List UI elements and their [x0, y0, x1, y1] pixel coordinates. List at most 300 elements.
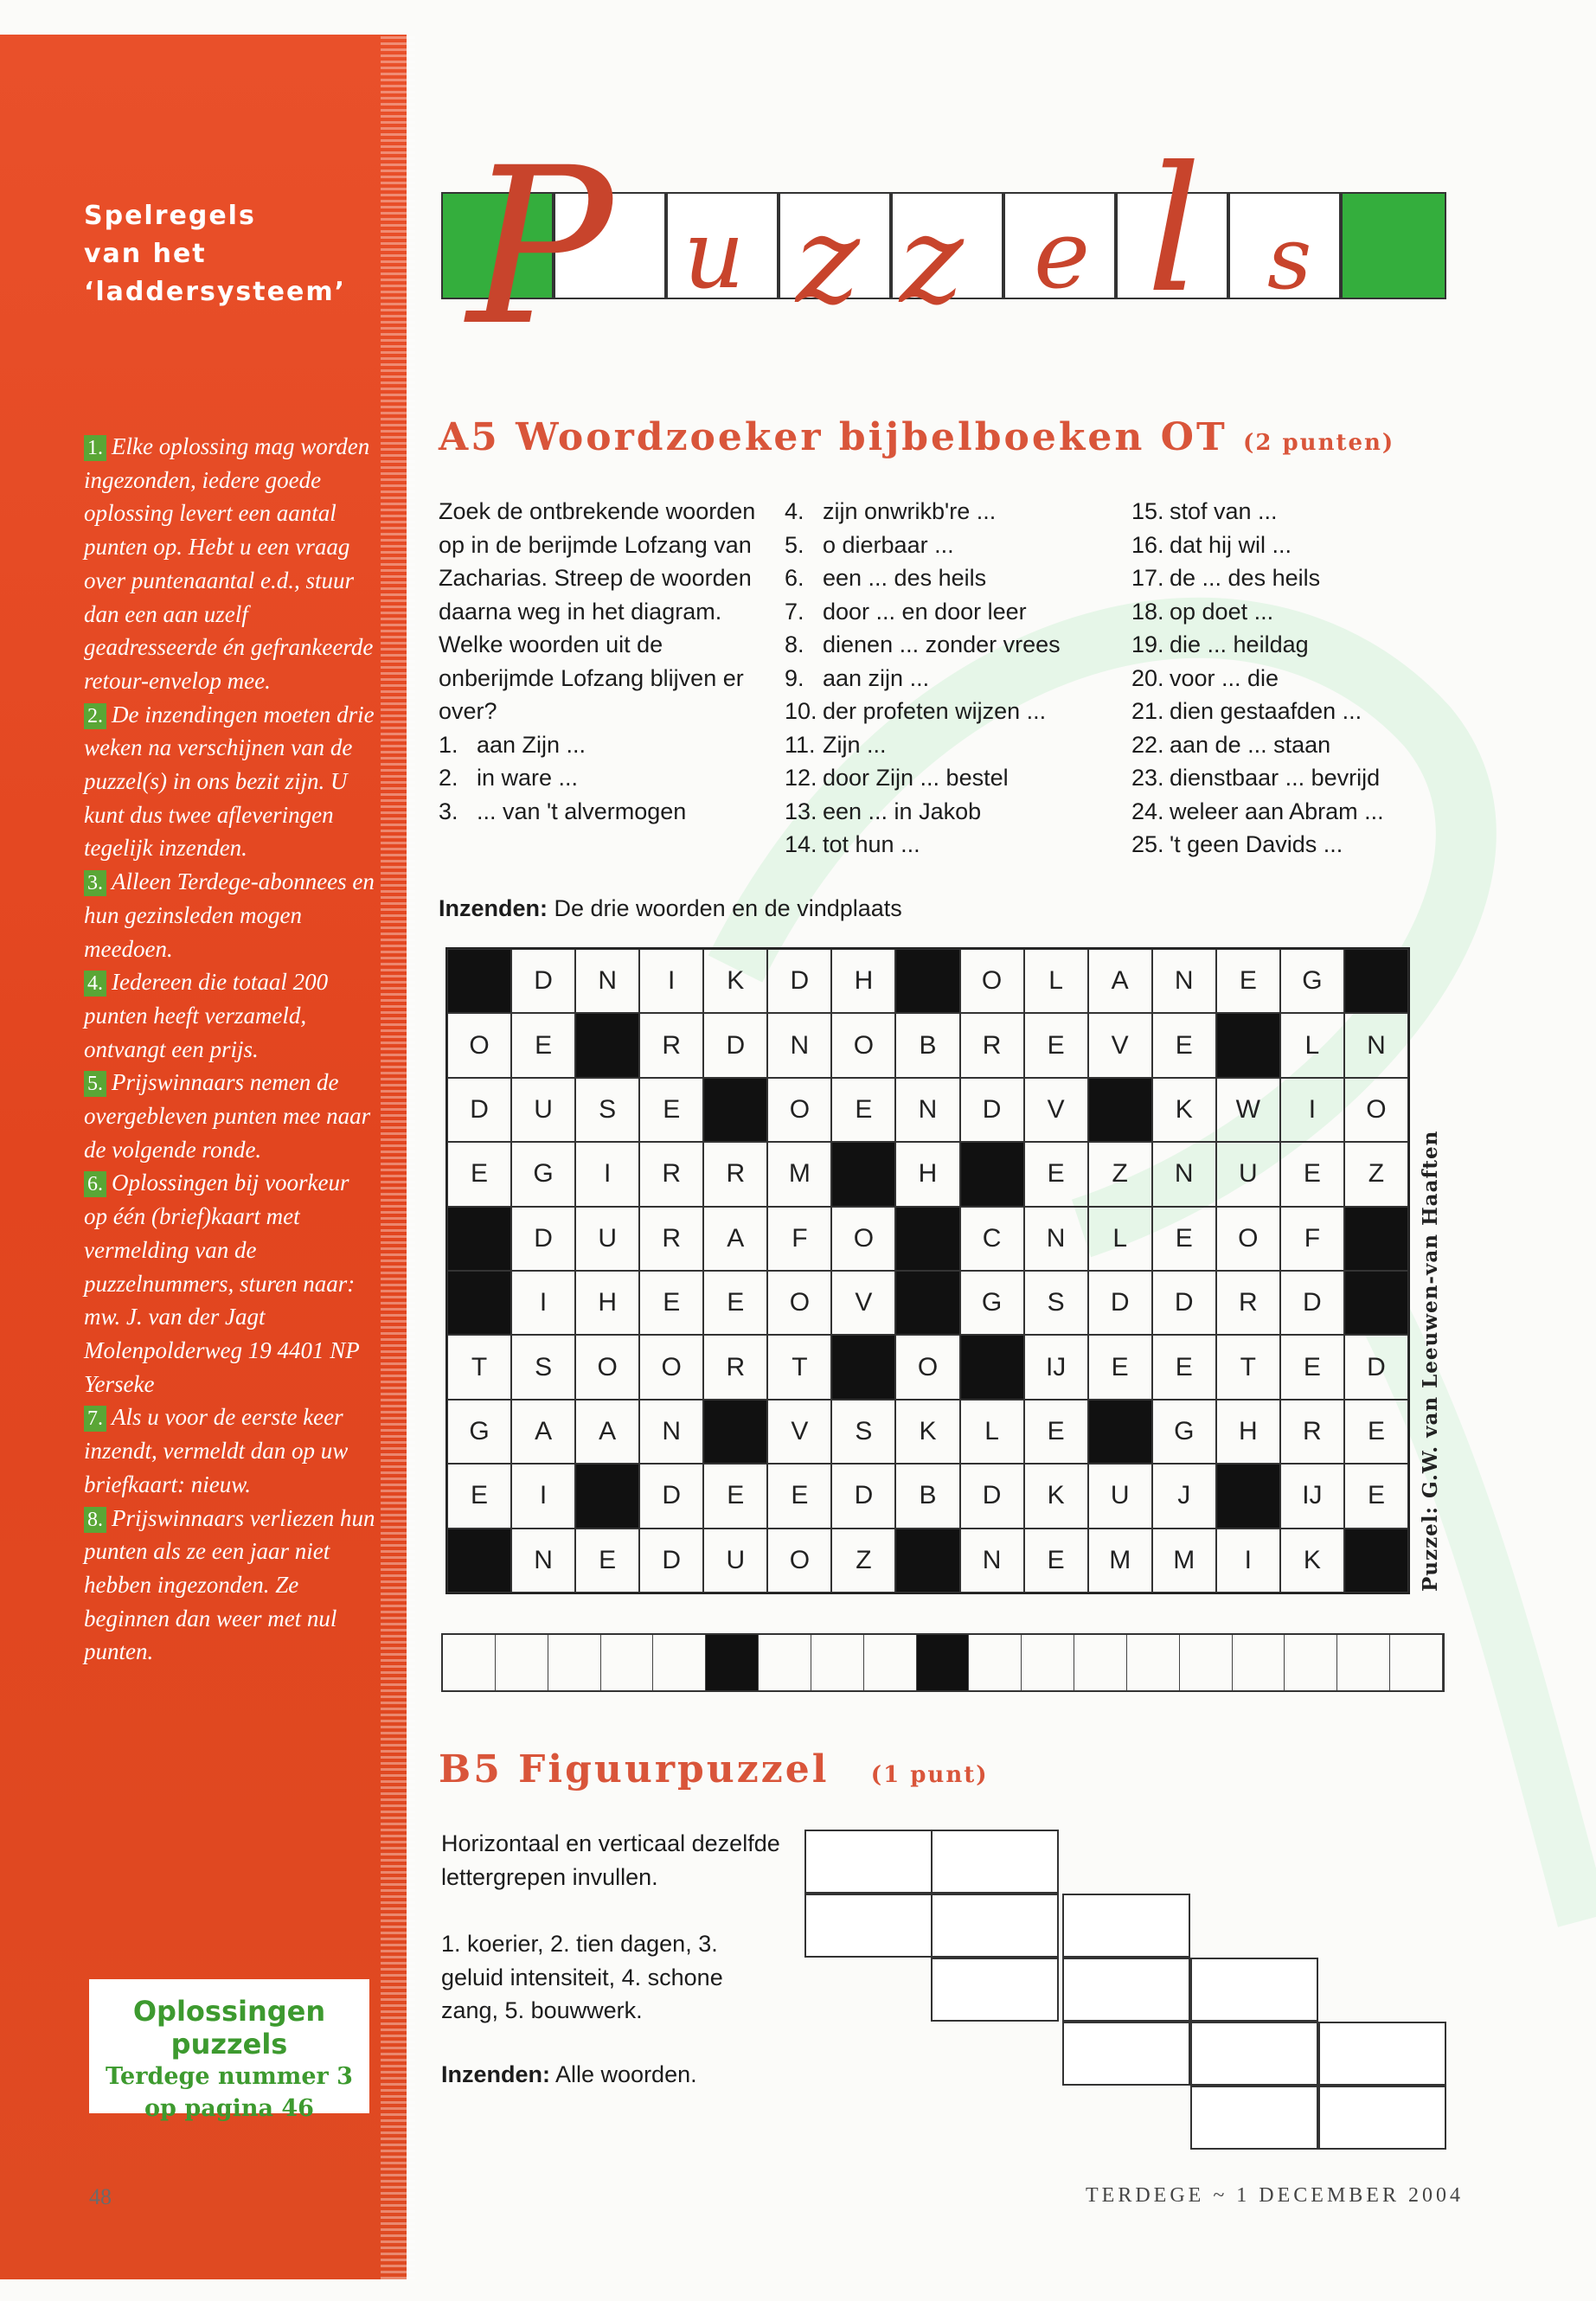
puzzle-credit: Puzzel: G.W. van Leeuwen-van Haaften	[1419, 1130, 1442, 1592]
grid-letter-cell: R	[639, 1013, 703, 1077]
answer-cell[interactable]	[864, 1635, 917, 1690]
clue-item	[785, 595, 1061, 629]
grid-letter-cell: U	[511, 1078, 575, 1142]
solutions-page: op pagina 46	[144, 2095, 314, 2122]
clue-item	[785, 529, 1061, 562]
rule-text: Als u voor de eerste keer inzendt, vermeldt dan op uw briefkaart: nieuw.	[84, 1404, 349, 1497]
grid-letter-cell: E	[767, 1464, 831, 1528]
grid-letter-cell: E	[831, 1078, 895, 1142]
rule-item	[84, 698, 378, 866]
figure-cell[interactable]	[1190, 2086, 1318, 2150]
clue-number: 18.	[1131, 598, 1164, 625]
grid-letter-cell: D	[1280, 1271, 1344, 1335]
grid-letter-cell: E	[1280, 1142, 1344, 1206]
grid-letter-cell: E	[1216, 949, 1280, 1013]
b5-title: Figuurpuzzel	[518, 1747, 830, 1791]
b5-clues: 1. koerier, 2. tien dagen, 3. geluid intensiteit, 4. schone zang, 5. bouwwerk.	[441, 1931, 723, 2023]
grid-letter-cell: M	[1088, 1529, 1152, 1593]
grid-black-cell	[447, 1529, 511, 1593]
clue-text: dien gestaafden ...	[1170, 698, 1362, 724]
grid-letter-cell: N	[1152, 949, 1216, 1013]
solutions-issue: Terdege nummer 3	[106, 2063, 353, 2090]
rule-number: 5.	[84, 1071, 106, 1097]
a5-clues-col2	[785, 495, 1061, 862]
header-letter: P	[467, 121, 613, 373]
grid-black-cell	[895, 1207, 959, 1271]
clue-text: op doet ...	[1170, 598, 1274, 625]
clue-item	[785, 795, 1061, 829]
grid-letter-cell: K	[1024, 1464, 1088, 1528]
grid-letter-cell: J	[1152, 1464, 1216, 1528]
figure-cell[interactable]	[931, 1958, 1059, 2022]
grid-letter-cell: U	[575, 1207, 639, 1271]
grid-letter-cell: T	[447, 1335, 511, 1399]
page-number: 48	[89, 2184, 112, 2209]
a5-code: A5	[439, 415, 500, 459]
grid-black-cell	[960, 1142, 1024, 1206]
grid-letter-cell: O	[767, 1078, 831, 1142]
grid-letter-cell: D	[767, 949, 831, 1013]
answer-cell[interactable]	[969, 1635, 1022, 1690]
grid-letter-cell: A	[511, 1400, 575, 1464]
clue-number: 5.	[785, 531, 804, 558]
grid-letter-cell: S	[831, 1400, 895, 1464]
clue-number: 17.	[1131, 565, 1164, 591]
footer-issue: TERDEGE ~ 1 DECEMBER 2004	[1086, 2184, 1464, 2207]
clue-item	[439, 728, 767, 762]
grid-letter-cell: G	[1152, 1400, 1216, 1464]
grid-letter-cell: E	[703, 1271, 767, 1335]
grid-letter-cell: D	[1344, 1335, 1408, 1399]
rule-text: Prijswinnaars nemen de overgebleven punten mee naar de volgende ronde.	[84, 1069, 371, 1163]
grid-letter-cell: E	[1152, 1013, 1216, 1077]
b5-submit-text: Alle woorden.	[555, 2061, 697, 2087]
grid-letter-cell: O	[1344, 1078, 1408, 1142]
grid-letter-cell: V	[1024, 1078, 1088, 1142]
grid-letter-cell: F	[1280, 1207, 1344, 1271]
rules-list	[84, 430, 378, 1669]
rule-text: Oplossingen bij voorkeur op één (brief)kaart met vermelding van de puzzelnummers, sturen naar: mw. J. van der Jagt Molenpolderweg 19 4401 NP Yerseke	[84, 1170, 360, 1397]
rule-text: Prijswinnaars verliezen hun punten als ze een jaar niet hebben ingezonden. Ze beginnen dan weer met nul punten.	[84, 1504, 375, 1665]
grid-letter-cell: G	[1280, 949, 1344, 1013]
grid-letter-cell: IJ	[1280, 1464, 1344, 1528]
answer-cell[interactable]	[811, 1635, 864, 1690]
grid-letter-cell: O	[767, 1271, 831, 1335]
header-letter: l	[1146, 130, 1202, 331]
clue-text: een ... in Jakob	[823, 798, 982, 824]
clue-text: weleer aan Abram ...	[1170, 798, 1384, 824]
rule-number: 8.	[84, 1507, 106, 1533]
grid-letter-cell: R	[960, 1013, 1024, 1077]
grid-letter-cell: B	[895, 1464, 959, 1528]
clue-item	[1131, 695, 1384, 728]
clue-text: de ... des heils	[1170, 565, 1321, 591]
grid-letter-cell: E	[447, 1464, 511, 1528]
rule-item	[84, 430, 378, 698]
grid-letter-cell: I	[1216, 1529, 1280, 1593]
grid-black-cell	[1344, 1529, 1408, 1593]
grid-black-cell	[831, 1142, 895, 1206]
clue-item	[785, 695, 1061, 728]
rule-number: 4.	[84, 971, 106, 997]
grid-letter-cell: R	[1216, 1271, 1280, 1335]
grid-letter-cell: L	[960, 1400, 1024, 1464]
a5-submit-label: Inzenden:	[439, 895, 548, 921]
header-green-block	[1341, 192, 1446, 299]
answer-cell[interactable]	[653, 1635, 706, 1690]
grid-letter-cell: H	[1216, 1400, 1280, 1464]
grid-letter-cell: C	[960, 1207, 1024, 1271]
grid-letter-cell: E	[1344, 1400, 1408, 1464]
grid-letter-cell: D	[960, 1078, 1024, 1142]
answer-row	[441, 1633, 1445, 1692]
grid-letter-cell: E	[1152, 1207, 1216, 1271]
clue-text: een ... des heils	[823, 565, 987, 591]
grid-black-cell	[1344, 949, 1408, 1013]
grid-letter-cell: N	[511, 1529, 575, 1593]
grid-letter-cell: D	[511, 949, 575, 1013]
grid-letter-cell: T	[1216, 1335, 1280, 1399]
grid-letter-cell: W	[1216, 1078, 1280, 1142]
grid-letter-cell: D	[1152, 1271, 1216, 1335]
b5-points: (1 punt)	[870, 1762, 989, 1788]
grid-letter-cell: E	[639, 1271, 703, 1335]
answer-cell[interactable]	[1074, 1635, 1127, 1690]
grid-letter-cell: A	[703, 1207, 767, 1271]
grid-letter-cell: V	[1088, 1013, 1152, 1077]
clue-text: aan Zijn ...	[477, 731, 586, 758]
grid-letter-cell: U	[1088, 1464, 1152, 1528]
answer-black-cell	[706, 1635, 759, 1690]
grid-letter-cell: O	[960, 949, 1024, 1013]
answer-black-cell	[917, 1635, 970, 1690]
clue-text: die ... heildag	[1170, 631, 1309, 657]
grid-letter-cell: I	[1280, 1078, 1344, 1142]
grid-letter-cell: A	[575, 1400, 639, 1464]
figure-cell[interactable]	[1318, 2086, 1446, 2150]
grid-letter-cell: K	[895, 1400, 959, 1464]
answer-cell[interactable]	[1233, 1635, 1285, 1690]
grid-letter-cell: H	[575, 1271, 639, 1335]
grid-letter-cell: B	[895, 1013, 959, 1077]
grid-letter-cell: A	[1088, 949, 1152, 1013]
answer-cell[interactable]	[601, 1635, 654, 1690]
answer-cell[interactable]	[759, 1635, 811, 1690]
grid-letter-cell: E	[511, 1013, 575, 1077]
clue-number: 13.	[785, 798, 817, 824]
grid-letter-cell: I	[511, 1271, 575, 1335]
grid-letter-cell: K	[1152, 1078, 1216, 1142]
clue-item	[1131, 529, 1384, 562]
grid-letter-cell: O	[639, 1335, 703, 1399]
clue-item	[1131, 561, 1384, 595]
grid-black-cell	[831, 1335, 895, 1399]
grid-letter-cell: S	[511, 1335, 575, 1399]
grid-black-cell	[1344, 1271, 1408, 1335]
answer-cell[interactable]	[1127, 1635, 1180, 1690]
answer-cell[interactable]	[1180, 1635, 1233, 1690]
rule-item	[84, 1502, 378, 1670]
b5-submit-label: Inzenden:	[441, 2061, 550, 2087]
clue-item	[1131, 595, 1384, 629]
clue-number: 16.	[1131, 531, 1164, 558]
rules-title-line: Spelregels	[84, 201, 256, 231]
rule-number: 7.	[84, 1406, 106, 1432]
clue-number: 20.	[1131, 664, 1164, 691]
clue-item	[785, 728, 1061, 762]
grid-black-cell	[895, 949, 959, 1013]
clue-item	[785, 761, 1061, 795]
b5-code: B5	[439, 1747, 503, 1791]
grid-letter-cell: K	[1280, 1529, 1344, 1593]
grid-letter-cell: Z	[1088, 1142, 1152, 1206]
grid-letter-cell: E	[1024, 1142, 1088, 1206]
grid-letter-cell: D	[960, 1464, 1024, 1528]
figure-cell[interactable]	[931, 1894, 1059, 1958]
clue-item	[785, 662, 1061, 695]
grid-letter-cell: D	[703, 1013, 767, 1077]
grid-black-cell	[1216, 1013, 1280, 1077]
clue-number: 3.	[439, 798, 458, 824]
b5-submit	[441, 2061, 697, 2088]
grid-letter-cell: R	[703, 1335, 767, 1399]
clue-number: 9.	[785, 664, 804, 691]
grid-black-cell	[1088, 1078, 1152, 1142]
figure-cell[interactable]	[804, 1830, 933, 1894]
clue-number: 21.	[1131, 698, 1164, 724]
a5-submit-text: De drie woorden en de vindplaats	[554, 895, 902, 921]
figure-cell[interactable]	[1190, 2022, 1318, 2086]
clue-text: in ware ...	[477, 765, 579, 791]
clue-item	[439, 795, 767, 829]
answer-cell[interactable]	[496, 1635, 548, 1690]
clue-text: 't geen Davids ...	[1170, 831, 1343, 857]
clue-number: 2.	[439, 765, 458, 791]
grid-letter-cell: E	[1088, 1335, 1152, 1399]
clue-text: aan de ... staan	[1170, 731, 1331, 758]
grid-letter-cell: R	[639, 1142, 703, 1206]
grid-letter-cell: M	[767, 1142, 831, 1206]
rules-title	[84, 197, 369, 311]
grid-letter-cell: D	[1088, 1271, 1152, 1335]
grid-letter-cell: E	[703, 1464, 767, 1528]
clue-number: 1.	[439, 731, 458, 758]
rule-item	[84, 1400, 378, 1501]
figure-cell[interactable]	[1318, 2022, 1446, 2086]
rule-item	[84, 965, 378, 1066]
clue-number: 19.	[1131, 631, 1164, 657]
header-letter: z	[900, 190, 964, 331]
grid-letter-cell: Z	[831, 1529, 895, 1593]
b5-intro: Horizontaal en verticaal dezelfde lettergrepen invullen.	[441, 1830, 780, 1890]
grid-letter-cell: L	[1280, 1013, 1344, 1077]
grid-black-cell	[447, 949, 511, 1013]
grid-letter-cell: R	[1280, 1400, 1344, 1464]
grid-letter-cell: E	[1280, 1335, 1344, 1399]
grid-letter-cell: U	[703, 1529, 767, 1593]
clue-number: 14.	[785, 831, 817, 857]
grid-letter-cell: L	[1088, 1207, 1152, 1271]
grid-letter-cell: E	[639, 1078, 703, 1142]
figure-cell[interactable]	[1062, 1958, 1190, 2022]
rule-item	[84, 865, 378, 965]
clue-item	[439, 761, 767, 795]
clue-number: 12.	[785, 765, 817, 791]
grid-letter-cell: D	[639, 1464, 703, 1528]
clue-number: 6.	[785, 565, 804, 591]
grid-letter-cell: L	[1024, 949, 1088, 1013]
grid-letter-cell: O	[895, 1335, 959, 1399]
figure-cell[interactable]	[804, 1894, 933, 1958]
clue-item	[1131, 795, 1384, 829]
clue-text: dat hij wil ...	[1170, 531, 1292, 558]
grid-letter-cell: M	[1152, 1529, 1216, 1593]
clue-text: door Zijn ... bestel	[823, 765, 1009, 791]
grid-black-cell	[895, 1271, 959, 1335]
grid-letter-cell: F	[767, 1207, 831, 1271]
answer-cell[interactable]	[548, 1635, 601, 1690]
b5-heading	[439, 1747, 989, 1791]
rule-text: Iedereen die totaal 200 punten heeft verzameld, ontvangt een prijs.	[84, 969, 329, 1062]
rule-number: 6.	[84, 1171, 106, 1197]
figure-cell[interactable]	[1062, 2022, 1190, 2086]
header-letter: z	[796, 190, 860, 331]
grid-letter-cell: O	[1216, 1207, 1280, 1271]
grid-letter-cell: N	[575, 949, 639, 1013]
grid-letter-cell: V	[831, 1271, 895, 1335]
grid-letter-cell: O	[575, 1335, 639, 1399]
grid-black-cell	[960, 1335, 1024, 1399]
a5-heading	[439, 415, 1394, 459]
rules-title-line: van het	[84, 239, 207, 269]
clue-item	[1131, 662, 1384, 695]
grid-letter-cell: T	[767, 1335, 831, 1399]
rule-text: De inzendingen moeten drie weken na verschijnen van de puzzel(s) in ons bezit zijn. U kunt dus twee afleveringen tegelijk inzenden.	[84, 701, 375, 862]
grid-letter-cell: D	[511, 1207, 575, 1271]
grid-letter-cell: O	[767, 1529, 831, 1593]
clue-text: ... van 't alvermogen	[477, 798, 687, 824]
clue-number: 4.	[785, 498, 804, 524]
rule-number: 2.	[84, 703, 106, 729]
grid-letter-cell: D	[447, 1078, 511, 1142]
rule-text: Elke oplossing mag worden ingezonden, iedere goede oplossing levert een aantal punten op. Hebt u een vraag over puntenaantal e.d., stuur dan een aan uzelf geadresseerde én gefrankeerde retour-envelop mee.	[84, 433, 374, 694]
grid-letter-cell: O	[447, 1013, 511, 1077]
grid-letter-cell: O	[831, 1013, 895, 1077]
grid-black-cell	[575, 1464, 639, 1528]
clue-text: o dierbaar ...	[823, 531, 954, 558]
grid-letter-cell: U	[1216, 1142, 1280, 1206]
rule-text: Alleen Terdege-abonnees en hun gezinsleden mogen meedoen.	[84, 868, 375, 962]
grid-letter-cell: K	[703, 949, 767, 1013]
grid-letter-cell: O	[831, 1207, 895, 1271]
clue-text: Zijn ...	[823, 731, 887, 758]
clue-text: der profeten wijzen ...	[823, 698, 1047, 724]
clue-number: 22.	[1131, 731, 1164, 758]
grid-letter-cell: N	[1024, 1207, 1088, 1271]
clue-number: 15.	[1131, 498, 1164, 524]
clue-text: zijn onwrikb're ...	[823, 498, 997, 524]
answer-cell[interactable]	[1337, 1635, 1390, 1690]
clue-item	[785, 495, 1061, 529]
clue-text: tot hun ...	[823, 831, 920, 857]
rule-number: 1.	[84, 435, 106, 461]
clue-number: 10.	[785, 698, 817, 724]
clue-text: dienstbaar ... bevrijd	[1170, 765, 1381, 791]
grid-black-cell	[703, 1078, 767, 1142]
grid-letter-cell: E	[1152, 1335, 1216, 1399]
a5-clues-col3	[1131, 495, 1384, 862]
clue-number: 8.	[785, 631, 804, 657]
a5-points: (2 punten)	[1243, 430, 1395, 456]
figure-cell[interactable]	[1190, 1958, 1318, 2022]
grid-black-cell	[575, 1013, 639, 1077]
sidebar-torn-edge	[381, 35, 415, 2279]
figure-cell[interactable]	[1062, 1894, 1190, 1958]
grid-black-cell	[1088, 1400, 1152, 1464]
grid-letter-cell: E	[575, 1529, 639, 1593]
grid-letter-cell: IJ	[1024, 1335, 1088, 1399]
grid-black-cell	[1344, 1207, 1408, 1271]
grid-letter-cell: S	[575, 1078, 639, 1142]
clue-text: voor ... die	[1170, 664, 1279, 691]
header-letter: u	[683, 199, 745, 310]
answer-cell[interactable]	[443, 1635, 496, 1690]
a5-intro	[439, 495, 767, 828]
grid-black-cell	[447, 1207, 511, 1271]
grid-letter-cell: N	[639, 1400, 703, 1464]
word-search-grid	[445, 947, 1410, 1594]
grid-letter-cell: I	[639, 949, 703, 1013]
grid-letter-cell: E	[447, 1142, 511, 1206]
clue-number: 11.	[785, 731, 816, 758]
header-letter: s	[1267, 208, 1312, 309]
grid-letter-cell: H	[895, 1142, 959, 1206]
grid-letter-cell: E	[1024, 1529, 1088, 1593]
grid-letter-cell: R	[703, 1142, 767, 1206]
grid-letter-cell: N	[767, 1013, 831, 1077]
clue-item	[1131, 628, 1384, 662]
grid-letter-cell: V	[767, 1400, 831, 1464]
answer-cell[interactable]	[1022, 1635, 1074, 1690]
rules-title-line: ‘laddersysteem’	[84, 277, 346, 307]
clue-item	[1131, 828, 1384, 862]
clue-item	[1131, 495, 1384, 529]
a5-intro-text: Zoek de ontbrekende woorden op in de berijmde Lofzang van Zacharias. Streep de woorden daarna weg in het diagram. Welke woorden uit de onberijmde Lofzang blijven er over?	[439, 498, 756, 724]
clue-number: 25.	[1131, 831, 1164, 857]
clue-item	[785, 561, 1061, 595]
answer-cell[interactable]	[1285, 1635, 1337, 1690]
clue-item	[1131, 728, 1384, 762]
header-letter: e	[1034, 199, 1091, 310]
answer-cell[interactable]	[1390, 1635, 1443, 1690]
clue-item	[785, 828, 1061, 862]
a5-submit	[439, 895, 902, 922]
clue-number: 7.	[785, 598, 804, 625]
grid-letter-cell: R	[639, 1207, 703, 1271]
clue-number: 24.	[1131, 798, 1164, 824]
a5-title: Woordzoeker bijbelboeken OT	[516, 415, 1227, 459]
figure-cell[interactable]	[931, 1830, 1059, 1894]
grid-letter-cell: G	[960, 1271, 1024, 1335]
grid-letter-cell: N	[895, 1078, 959, 1142]
clue-number: 23.	[1131, 765, 1164, 791]
grid-black-cell	[895, 1529, 959, 1593]
grid-letter-cell: I	[575, 1142, 639, 1206]
rule-number: 3.	[84, 870, 106, 896]
solutions-title: Oplossingen puzzels	[132, 1995, 326, 2061]
grid-black-cell	[447, 1271, 511, 1335]
rule-item	[84, 1066, 378, 1166]
